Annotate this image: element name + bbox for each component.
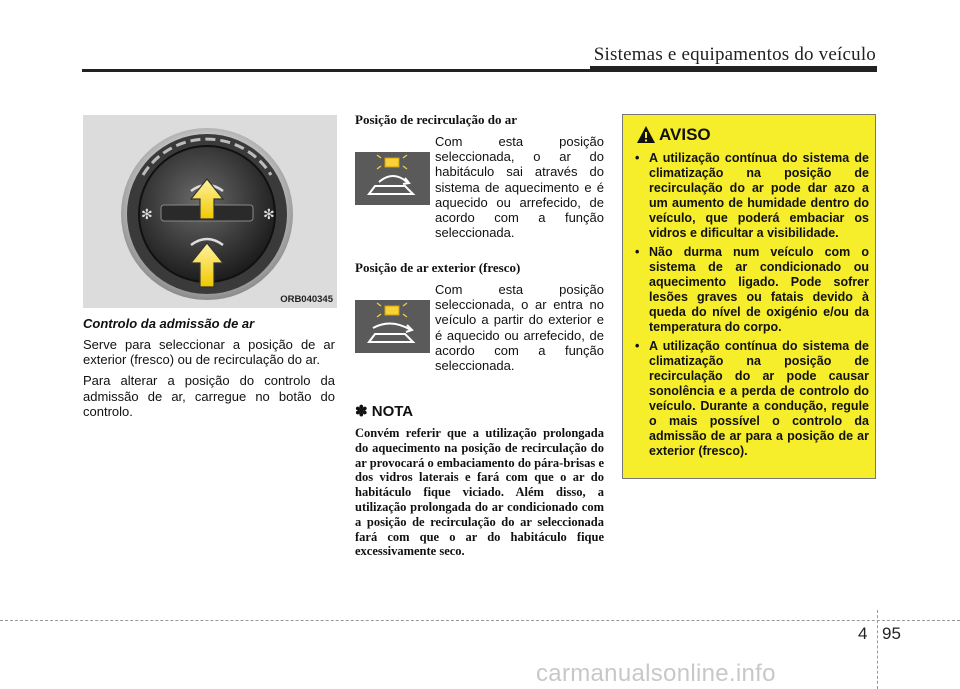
air-intake-knob-icon bbox=[83, 115, 337, 308]
section-subtitle: Controlo da admissão de ar bbox=[83, 316, 255, 331]
warning-list bbox=[633, 151, 869, 463]
fresh-air-heading: Posição de ar exterior (fresco) bbox=[355, 260, 521, 275]
footer-divider bbox=[877, 610, 878, 689]
svg-text:✻: ✻ bbox=[141, 207, 153, 223]
recirculation-mode bbox=[355, 134, 604, 254]
bullet: • bbox=[635, 339, 640, 353]
figure-code: ORB040345 bbox=[280, 294, 333, 305]
warning-item bbox=[633, 339, 869, 459]
warning-item-text: A utilização contínua do sistema de climatização na posição de recirculação do ar pode dar azo a um aumento de humidade dentro do veículo, que poderá embaciar os vidros e dificultar a visibilidade. bbox=[649, 151, 869, 240]
header-rule-accent bbox=[590, 66, 877, 72]
bullet: • bbox=[635, 245, 640, 259]
bullet: • bbox=[635, 151, 640, 165]
fresh-air-mode bbox=[355, 282, 604, 392]
recirculation-mode-icon bbox=[355, 152, 430, 205]
page-header-title: Sistemas e equipamentos do veículo bbox=[593, 44, 876, 65]
warning-title: AVISO bbox=[659, 125, 711, 144]
warning-box bbox=[622, 114, 876, 479]
middle-column bbox=[355, 112, 604, 559]
warning-item bbox=[633, 151, 869, 241]
warning-item-text: Não durma num veículo com o sistema de ar condicionado ou aquecimento ligado. Pode sofrer lesões graves ou fatais devido à queda do nível de oxigénio e/ou da temperatura do corpo. bbox=[649, 245, 869, 334]
fresh-air-mode-icon bbox=[355, 300, 430, 353]
instruction-paragraph: Para alterar a posição do controlo da admissão de ar, carregue no botão do controlo. bbox=[83, 373, 335, 419]
chapter-number: 4 bbox=[858, 624, 868, 643]
page-number: 95 bbox=[882, 624, 901, 643]
intro-paragraph: Serve para seleccionar a posição de ar exterior (fresco) ou de recirculação do ar. bbox=[83, 337, 335, 368]
note-body: Convém referir que a utilização prolongada do aquecimento na posição de recirculação do ar provocará o embaciamento do pára-brisas e dos vidros laterais e fará com que o ar do habitáculo fique viciado. Além disso, a utilização prolongada do ar condicionado com a posição de recirculação do ar seleccionada fará com que o ar do habitáculo fique excessivamente seco. bbox=[355, 426, 604, 559]
watermark: carmanualsonline.info bbox=[536, 660, 776, 687]
warning-item bbox=[633, 245, 869, 335]
svg-text:✻: ✻ bbox=[263, 207, 275, 223]
recirculation-description: Com esta posição seleccionada, o ar do habitáculo sai através do sistema de aquecimento e é aquecido ou arrefecido, de acordo com a função seleccionada. bbox=[435, 134, 604, 241]
fresh-air-description: Com esta posição seleccionada, o ar entra no veículo a partir do exterior e é aquecido ou arrefecido, de acordo com a função seleccionada. bbox=[435, 282, 604, 374]
warning-item-text: A utilização contínua do sistema de climatização na posição de recirculação do ar pode causar sonolência e a perda de controlo do veículo. Durante a condução, regule o mais possível o controlo da admissão de ar para a posição de ar exterior (fresco). bbox=[649, 339, 869, 458]
air-intake-knob-figure bbox=[83, 115, 337, 308]
recirculation-heading: Posição de recirculação do ar bbox=[355, 112, 517, 127]
warning-triangle-icon bbox=[636, 125, 656, 144]
note-title: ✽ NOTA bbox=[355, 403, 414, 420]
footer-rule bbox=[0, 620, 960, 621]
left-column bbox=[83, 316, 335, 425]
